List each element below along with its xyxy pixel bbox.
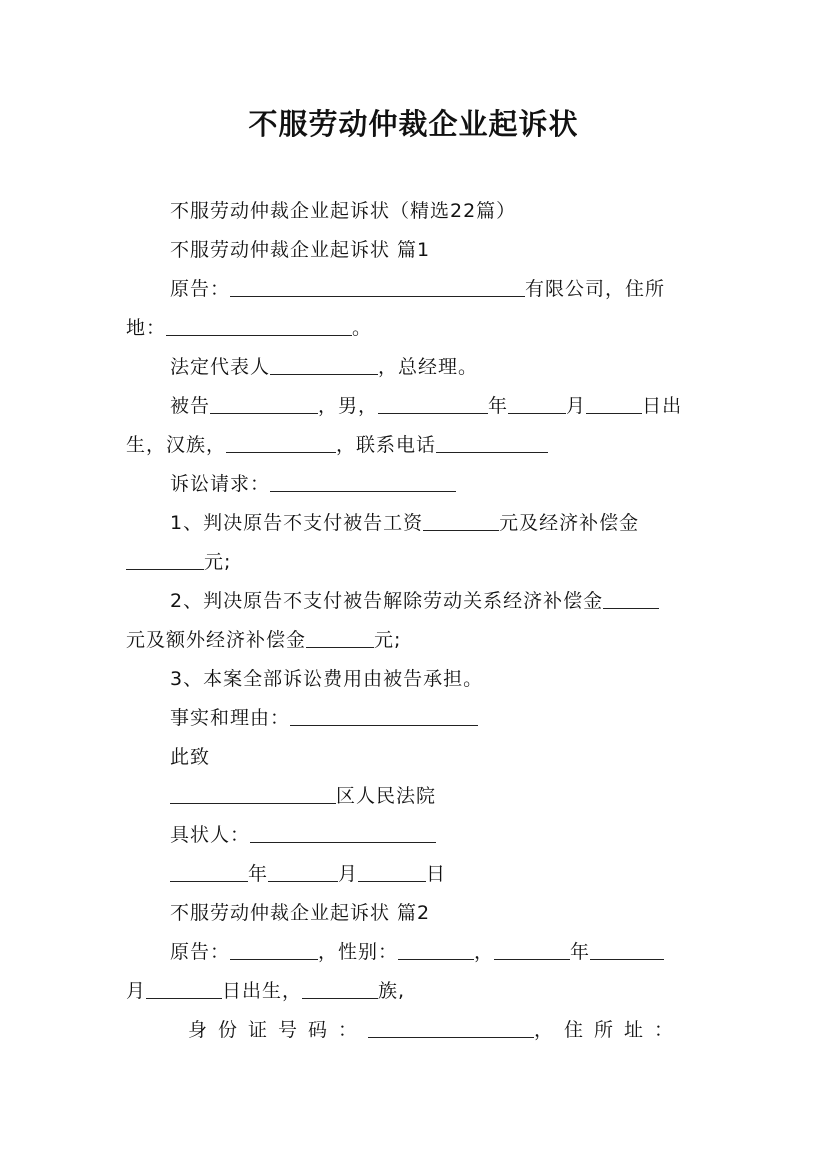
blank-field [398, 939, 474, 960]
blank-field [290, 705, 478, 726]
blank-field [170, 783, 336, 804]
salutation-line [170, 742, 703, 772]
blank-field [508, 393, 566, 414]
section-heading-text: 不服劳动仲裁企业起诉状 篇2 [170, 902, 431, 924]
claim-2-line [170, 586, 703, 616]
claim-1-compensation: 元及经济补偿金 [499, 512, 640, 534]
blank-field [270, 471, 456, 492]
claims-heading-line [170, 469, 703, 499]
defendant-label: 被告 [170, 395, 211, 417]
blank-field [368, 1017, 534, 1038]
blank-field [423, 510, 499, 531]
blank-field [358, 861, 426, 882]
subtitle-text: 不服劳动仲裁企业起诉状（精选22篇） [170, 200, 517, 222]
signer-label: 具状人： [170, 824, 251, 846]
blank-field [146, 978, 222, 999]
salutation-text: 此致 [170, 746, 211, 768]
blank-field [302, 978, 378, 999]
year-label: 年 [570, 941, 591, 963]
blank-field [230, 276, 525, 297]
legal-rep-label: 法定代表人 [170, 356, 271, 378]
section-heading-1 [170, 235, 703, 265]
claim-2-unit: 元; [374, 629, 402, 651]
subtitle-line [170, 196, 703, 226]
ethnicity-label: 族, [378, 980, 406, 1002]
legal-rep-title: ，总经理。 [378, 356, 479, 378]
date-month: 月 [338, 863, 359, 885]
defendant-gender: ，男， [318, 395, 379, 417]
blank-field [306, 627, 374, 648]
blank-field [166, 315, 352, 336]
section-heading-2 [170, 898, 703, 928]
blank-field [268, 861, 338, 882]
claims-label: 诉讼请求： [170, 473, 271, 495]
signer-line [170, 820, 703, 850]
birth-line [126, 976, 703, 1006]
blank-field [210, 393, 318, 414]
date-line [170, 859, 703, 889]
blank-field [230, 939, 318, 960]
ethnicity-line [126, 430, 703, 460]
claim-2-cont-line [126, 625, 703, 655]
date-year: 年 [248, 863, 269, 885]
id-line [188, 1015, 700, 1045]
claim-1-text: 1、判决原告不支付被告工资 [170, 512, 424, 534]
blank-field [494, 939, 570, 960]
address-label: 地： [126, 317, 167, 339]
claim-3-text: 3、本案全部诉讼费用由被告承担。 [170, 668, 484, 690]
facts-line [170, 703, 703, 733]
date-day: 日 [426, 863, 447, 885]
blank-field [603, 588, 659, 609]
court-line [170, 781, 703, 811]
id-label: 身份证号码： [188, 1019, 369, 1041]
legal-rep-line [170, 352, 703, 382]
comma-separator: ， [474, 941, 495, 963]
blank-field [378, 393, 488, 414]
blank-field [590, 939, 664, 960]
blank-field [436, 432, 548, 453]
plaintiff-label: 原告： [170, 278, 231, 300]
address-end: 。 [352, 317, 373, 339]
blank-field [226, 432, 336, 453]
address-line [126, 313, 703, 343]
plaintiff-2-line [170, 937, 703, 967]
month-label: 月 [126, 980, 147, 1002]
ethnicity-text: 生，汉族， [126, 434, 227, 456]
year-label: 年 [488, 395, 509, 417]
defendant-line [170, 391, 703, 421]
blank-field [586, 393, 642, 414]
plaintiff-company-text: 有限公司，住所 [525, 278, 666, 300]
facts-label: 事实和理由： [170, 707, 291, 729]
claim-2-extra-text: 元及额外经济补偿金 [126, 629, 307, 651]
blank-field [270, 354, 378, 375]
plaintiff-2-label: 原告： [170, 941, 231, 963]
blank-field [170, 861, 248, 882]
claim-1-unit: 元; [204, 551, 232, 573]
court-text: 区人民法院 [336, 785, 437, 807]
residence-label: ，住所址： [534, 1019, 685, 1041]
birth-label: 日出 [642, 395, 683, 417]
phone-label: ，联系电话 [336, 434, 437, 456]
gender-label: ，性别： [318, 941, 399, 963]
birth-text: 日出生， [222, 980, 303, 1002]
claim-3-line [170, 664, 703, 694]
section-heading-text: 不服劳动仲裁企业起诉状 篇1 [170, 239, 431, 261]
claim-2-text: 2、判决原告不支付被告解除劳动关系经济补偿金 [170, 590, 604, 612]
blank-field [126, 549, 204, 570]
blank-field [250, 822, 436, 843]
document-title: 不服劳动仲裁企业起诉状 [248, 107, 579, 141]
plaintiff-line [170, 274, 703, 304]
month-label: 月 [566, 395, 587, 417]
claim-1-cont-line [126, 547, 703, 577]
claim-1-line [170, 508, 703, 538]
